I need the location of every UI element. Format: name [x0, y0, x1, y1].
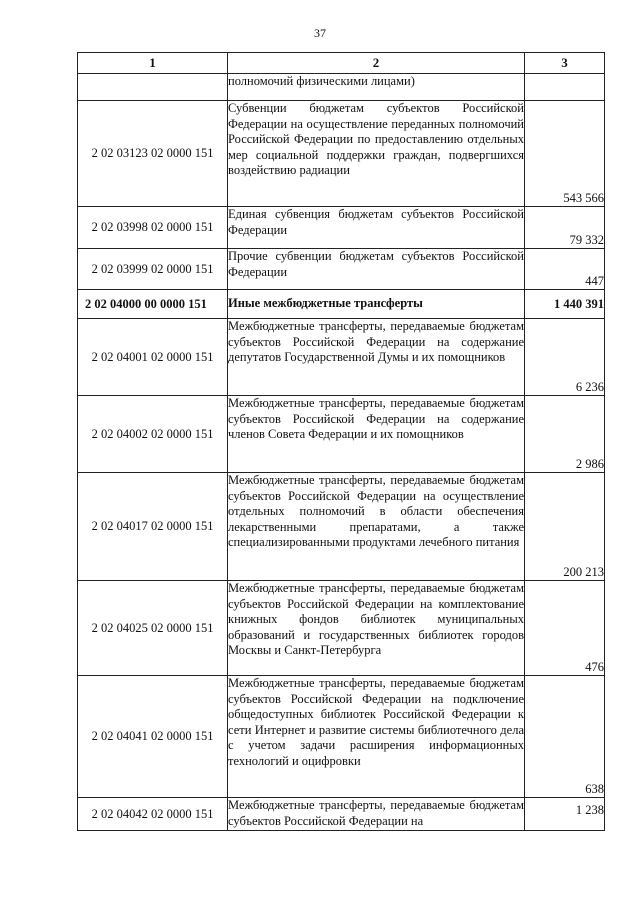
amount-cell: 79 332: [525, 207, 605, 249]
column-header-amount: 3: [525, 53, 605, 74]
table-row: [78, 798, 605, 831]
amount-cell: 6 236: [525, 319, 605, 396]
page-number: 37: [314, 26, 326, 40]
item-name-cell: Межбюджетные трансферты, передаваемые бюджетам субъектов Российской Федерации на: [228, 798, 525, 831]
header-row: [78, 53, 605, 74]
table-row: [78, 473, 605, 581]
table-row: [78, 101, 605, 207]
amount-cell: 200 213: [525, 473, 605, 581]
budget-code-cell: 2 02 04001 02 0000 151: [78, 319, 228, 396]
budget-code-cell: 2 02 04042 02 0000 151: [78, 798, 228, 831]
budget-code-cell: 2 02 04041 02 0000 151: [78, 676, 228, 798]
amount-cell: 447: [525, 249, 605, 290]
budget-code-cell: 2 02 03123 02 0000 151: [78, 101, 228, 207]
budget-code-cell: [78, 74, 228, 101]
amount-cell: 2 986: [525, 396, 605, 473]
amount-cell: 1 238: [525, 798, 605, 831]
table-row: [78, 319, 605, 396]
amount-cell: 543 566: [525, 101, 605, 207]
budget-table: [77, 52, 605, 831]
table-row: [78, 290, 605, 319]
budget-code-cell: 2 02 03998 02 0000 151: [78, 207, 228, 249]
budget-code-cell: 2 02 03999 02 0000 151: [78, 249, 228, 290]
amount-cell: 1 440 391: [525, 290, 605, 319]
budget-code-cell: 2 02 04017 02 0000 151: [78, 473, 228, 581]
item-name-cell: полномочий физическими лицами): [228, 74, 525, 101]
column-header-name: 2: [228, 53, 525, 74]
item-name-cell: Единая субвенция бюджетам субъектов Российской Федерации: [228, 207, 525, 249]
item-name-cell: Субвенции бюджетам субъектов Российской Федерации на осуществление переданных полномочий Российской Федерации по предоставлению отдельных мер социальной поддержки граждан, подвергшихся воздействию радиации: [228, 101, 525, 207]
table-row: [78, 676, 605, 798]
column-header-code: 1: [78, 53, 228, 74]
table-row: [78, 581, 605, 676]
item-name-cell: Межбюджетные трансферты, передаваемые бюджетам субъектов Российской Федерации на осуществление отдельных полномочий в области обеспечения лекарственными препаратами, а также специализированными продуктами лечебного питания: [228, 473, 525, 581]
budget-code-cell: 2 02 04000 00 0000 151: [78, 290, 228, 319]
amount-cell: 638: [525, 676, 605, 798]
item-name-cell: Межбюджетные трансферты, передаваемые бюджетам субъектов Российской Федерации на содержание членов Совета Федерации и их помощников: [228, 396, 525, 473]
item-name-cell: Межбюджетные трансферты, передаваемые бюджетам субъектов Российской Федерации на содержание депутатов Государственной Думы и их помощников: [228, 319, 525, 396]
table-row: [78, 74, 605, 101]
table-row: [78, 396, 605, 473]
budget-code-cell: 2 02 04025 02 0000 151: [78, 581, 228, 676]
amount-cell: 476: [525, 581, 605, 676]
budget-code-cell: 2 02 04002 02 0000 151: [78, 396, 228, 473]
table-row: [78, 207, 605, 249]
item-name-cell: Межбюджетные трансферты, передаваемые бюджетам субъектов Российской Федерации на комплектование книжных фондов библиотек муниципальных образований и государственных библиотек городов Москвы и Санкт-Петербурга: [228, 581, 525, 676]
amount-cell: [525, 74, 605, 101]
item-name-cell: Межбюджетные трансферты, передаваемые бюджетам субъектов Российской Федерации на подключение общедоступных библиотек Российской Федерации к сети Интернет и развитие системы библиотечного дела с учетом задачи расширения информационных технологий и оцифровки: [228, 676, 525, 798]
item-name-cell: Прочие субвенции бюджетам субъектов Российской Федерации: [228, 249, 525, 290]
item-name-cell: Иные межбюджетные трансферты: [228, 290, 525, 319]
table-row: [78, 249, 605, 290]
